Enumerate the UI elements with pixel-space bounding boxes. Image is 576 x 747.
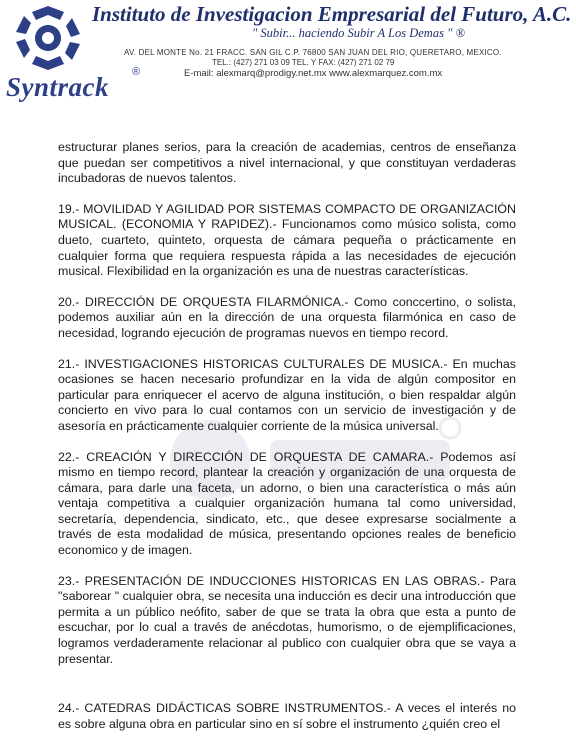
paragraph-24: 24.- CATEDRAS DIDÁCTICAS SOBRE INSTRUMENTOS.- A veces el interés no es sobre alguna obra en particular sino en sí sobre el instrumento ¿quién creo el xyxy=(58,701,516,731)
institute-name: Instituto de Investigacion Empresarial del Futuro, A.C. xyxy=(92,2,572,26)
paragraph-22: 22.- CREACIÓN Y DIRECCIÓN DE ORQUESTA DE CAMARA.- Podemos así mismo en tiempo record, plantear la creación y organización de una orquesta de cámara, para darle una faceta, un adorno, o bien una característica o más aún ventaja competitiva a cualquier organización humana tal como universidad, secretaría, dependencia, sindicato, etc., que desee expresarse socialmente a través de esta modalidad de música, presentando opciones reales de beneficio economico y de imagen. xyxy=(58,449,516,558)
tagline: " Subir... haciendo Subir A Los Demas " ® xyxy=(252,26,465,40)
brand-logo-text: Syntrack xyxy=(6,72,110,102)
brand-registered-mark: ® xyxy=(132,66,141,78)
address-line: AV. DEL MONTE No. 21 FRACC. SAN GIL C.P. 76800 SAN JUAN DEL RIO, QUERETARO, MEXICO. xyxy=(124,48,502,57)
letterhead xyxy=(0,0,576,112)
paragraph-23: 23.- PRESENTACIÓN DE INDUCCIONES HISTORICAS EN LAS OBRAS.- Para "saborear " cualquier obra, se necesita una inducción es decir una introducción que permita a un público neófito, saber de que se trata la obra que esta a punto de escuchar, por lo cual a través de anécdotas, humorismo, o de ejemplificaciones, logramos verdaderamente relacionar al publico con cualquier obra que se vaya a presentar. xyxy=(58,573,516,666)
paragraph-intro: estructurar planes serios, para la creación de academias, centros de enseñanza que puedan ser competitivos a nivel internacional, y que constituyan verdaderas incubadoras de nuevos talentos. xyxy=(58,140,516,186)
institute-logo-icon xyxy=(8,2,88,74)
paragraph-20: 20.- DIRECCIÓN DE ORQUESTA FILARMÓNICA.- Como conccertino, o solista, podemos auxiliar aún en la dirección de una orquesta filarmónica en caso de necesidad, logrando ejecución de programas nuevos en tiempo record. xyxy=(58,294,516,340)
paragraph-21: 21.- INVESTIGACIONES HISTORICAS CULTURALES DE MUSICA.- En muchas ocasiones se hacen necesario profundizar en la vida de algún compositor en particular para enriquecer el acervo de alguna institución, o bien respaldar algún concierto en vivo para lo cual contamos con un servicio de investigación y de asesoría en prácticamente cualquier corriente de la música universal. xyxy=(58,356,516,433)
contact-line: E-mail: alexmarq@prodigy.net.mx www.alexmarquez.com.mx xyxy=(184,68,443,79)
document-body xyxy=(58,140,516,747)
paragraph-19: 19.- MOVILIDAD Y AGILIDAD POR SISTEMAS COMPACTO DE ORGANIZACIÓN MUSICAL. (ECONOMIA Y RAPIDEZ).- Funcionamos como músico solista, como dueto, cuarteto, quinteto, orquesta de cámara pequeña o prácticamente en cualquier forma que requiera respuesta rápida a las necesidades de ejecución musical. Flexibilidad en la organización es una de nuestras características. xyxy=(58,201,516,279)
phone-line: TEL.: (427) 271 03 09 TEL. Y FAX: (427) 271 02 79 xyxy=(212,58,395,67)
